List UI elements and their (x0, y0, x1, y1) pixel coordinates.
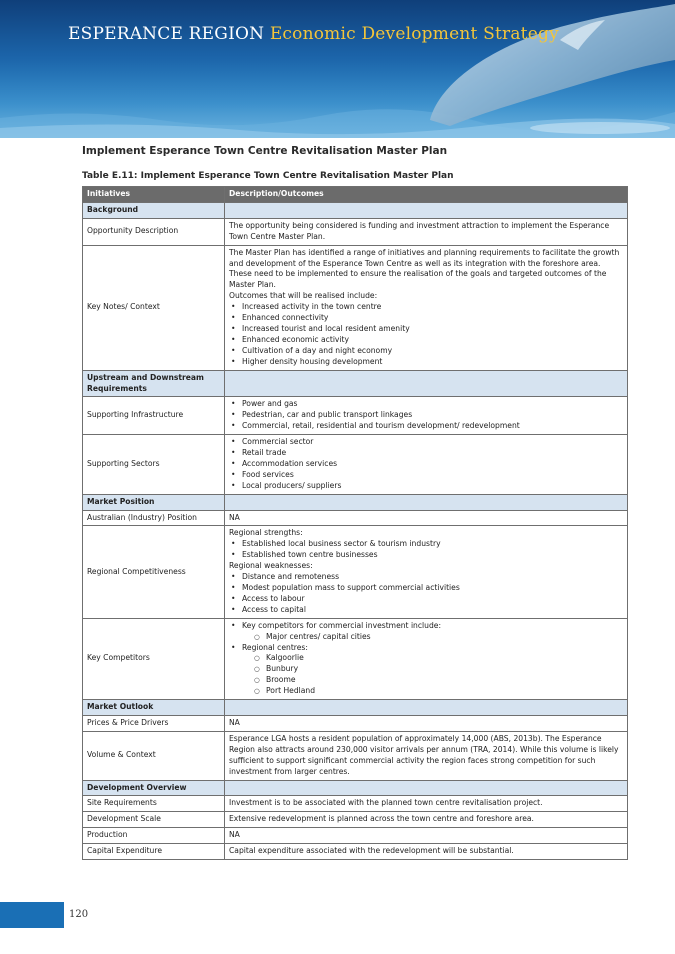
row-label: Prices & Price Drivers (83, 715, 225, 731)
list-item: • Commercial sector (229, 437, 623, 448)
row-label: Regional Competitiveness (83, 526, 225, 618)
infrastructure-list (229, 399, 623, 432)
row-label: Volume & Context (83, 731, 225, 780)
header-banner (0, 0, 675, 138)
competitors-intro: Key competitors for commercial investment include: (242, 620, 442, 630)
competitors-list (229, 621, 623, 697)
table-row (83, 844, 628, 860)
list-item: • Modest population mass to support commercial activities (229, 583, 623, 594)
list-item: • Established town centre businesses (229, 550, 623, 561)
list-item: • Food services (229, 470, 623, 481)
list-item: • Power and gas (229, 399, 623, 410)
list-item: • Access to capital (229, 605, 623, 616)
weaknesses-list (229, 572, 623, 616)
table-row (83, 245, 628, 370)
table-row (83, 435, 628, 495)
table-caption: Table E.11: Implement Esperance Town Centre Revitalisation Master Plan (82, 171, 454, 181)
row-label: Supporting Sectors (83, 435, 225, 495)
row-value (225, 397, 628, 435)
list-item: ○ Port Hedland (242, 686, 623, 697)
list-item: • Increased tourist and local resident amenity (229, 324, 623, 335)
section-label: Development Overview (83, 780, 225, 796)
list-item: ○ Kalgoorlie (242, 653, 623, 664)
row-value (225, 526, 628, 618)
row-value: NA (225, 510, 628, 526)
section-development-overview (83, 780, 628, 796)
initiative-table (82, 186, 628, 860)
page-number: 120 (69, 909, 89, 920)
strengths-list (229, 539, 623, 561)
row-value: NA (225, 715, 628, 731)
header-initiatives: Initiatives (83, 187, 225, 203)
list-item: • Higher density housing development (229, 357, 623, 368)
row-value (225, 618, 628, 699)
section-background (83, 202, 628, 218)
table-row (83, 397, 628, 435)
sectors-list (229, 437, 623, 492)
list-item: • Commercial, retail, residential and tourism development/ redevelopment (229, 421, 623, 432)
table-row (83, 828, 628, 844)
key-notes-outcomes-label: Outcomes that will be realised include: (229, 291, 378, 301)
section-upstream (83, 370, 628, 397)
list-item (229, 621, 623, 643)
section-label: Market Position (83, 494, 225, 510)
list-item: • Distance and remoteness (229, 572, 623, 583)
strengths-label: Regional strengths: (229, 528, 303, 538)
list-item: ○ Bunbury (242, 664, 623, 675)
table-header-row (83, 187, 628, 203)
row-label: Key Notes/ Context (83, 245, 225, 370)
list-item: • Increased activity in the town centre (229, 302, 623, 313)
weaknesses-label: Regional weaknesses: (229, 561, 313, 571)
table-row (83, 731, 628, 780)
row-label: Australian (Industry) Position (83, 510, 225, 526)
row-label: Site Requirements (83, 796, 225, 812)
row-value: Investment is to be associated with the planned town centre revitalisation project. (225, 796, 628, 812)
page-heading: Implement Esperance Town Centre Revitalisation Master Plan (82, 145, 448, 157)
list-item: • Accommodation services (229, 459, 623, 470)
table-row (83, 618, 628, 699)
row-value: NA (225, 828, 628, 844)
list-item (229, 643, 623, 698)
row-label: Supporting Infrastructure (83, 397, 225, 435)
key-notes-text: The Master Plan has identified a range of initiatives and planning requirements to facilitate the growth and development of the Esperance Town Centre as well as its integration with the foreshore area. These need to be implemented to ensure the realisation of the goals and targeted outcomes of the Master Plan. (229, 247, 620, 290)
header-description: Description/Outcomes (225, 187, 628, 203)
row-value (225, 435, 628, 495)
banner-region: ESPERANCE REGION (68, 24, 265, 44)
list-item: • Established local business sector & tourism industry (229, 539, 623, 550)
list-item: ○ Broome (242, 675, 623, 686)
row-label: Opportunity Description (83, 218, 225, 245)
major-centres-list (242, 632, 623, 643)
row-value: Capital expenditure associated with the redevelopment will be substantial. (225, 844, 628, 860)
regional-centres-label: Regional centres: (242, 642, 308, 652)
table-row (83, 218, 628, 245)
table-row (83, 526, 628, 618)
table-row (83, 796, 628, 812)
list-item: • Local producers/ suppliers (229, 481, 623, 492)
row-label: Production (83, 828, 225, 844)
banner-strategy: Economic Development Strategy (269, 24, 559, 44)
list-item: • Retail trade (229, 448, 623, 459)
list-item: ○ Major centres/ capital cities (242, 632, 623, 643)
section-label: Upstream and Downstream Requirements (83, 370, 225, 397)
table-row (83, 812, 628, 828)
banner-title (68, 24, 559, 44)
row-label: Capital Expenditure (83, 844, 225, 860)
dolphin-ocean-image (0, 0, 675, 138)
list-item: • Enhanced connectivity (229, 313, 623, 324)
list-item: • Cultivation of a day and night economy (229, 346, 623, 357)
page-number-bar (0, 902, 64, 928)
row-value: Extensive redevelopment is planned across the town centre and foreshore area. (225, 812, 628, 828)
table-row (83, 510, 628, 526)
section-market-outlook (83, 700, 628, 716)
row-label: Development Scale (83, 812, 225, 828)
table-row (83, 715, 628, 731)
section-label: Market Outlook (83, 700, 225, 716)
list-item: • Access to labour (229, 594, 623, 605)
row-value (225, 245, 628, 370)
regional-centres-list (242, 653, 623, 697)
row-label: Key Competitors (83, 618, 225, 699)
section-market-position (83, 494, 628, 510)
outcomes-list (229, 302, 623, 367)
row-value: Esperance LGA hosts a resident population of approximately 14,000 (ABS, 2013b). The Esperance Region also attracts around 230,000 visitor arrivals per annum (TRA, 2014). While this volume is likely sufficient to support significant commercial activity the region faces strong competition for such investment from larger centres. (225, 731, 628, 780)
list-item: • Enhanced economic activity (229, 335, 623, 346)
section-label: Background (83, 202, 225, 218)
row-value: The opportunity being considered is funding and investment attraction to implement the Esperance Town Centre Master Plan. (225, 218, 628, 245)
list-item: • Pedestrian, car and public transport linkages (229, 410, 623, 421)
